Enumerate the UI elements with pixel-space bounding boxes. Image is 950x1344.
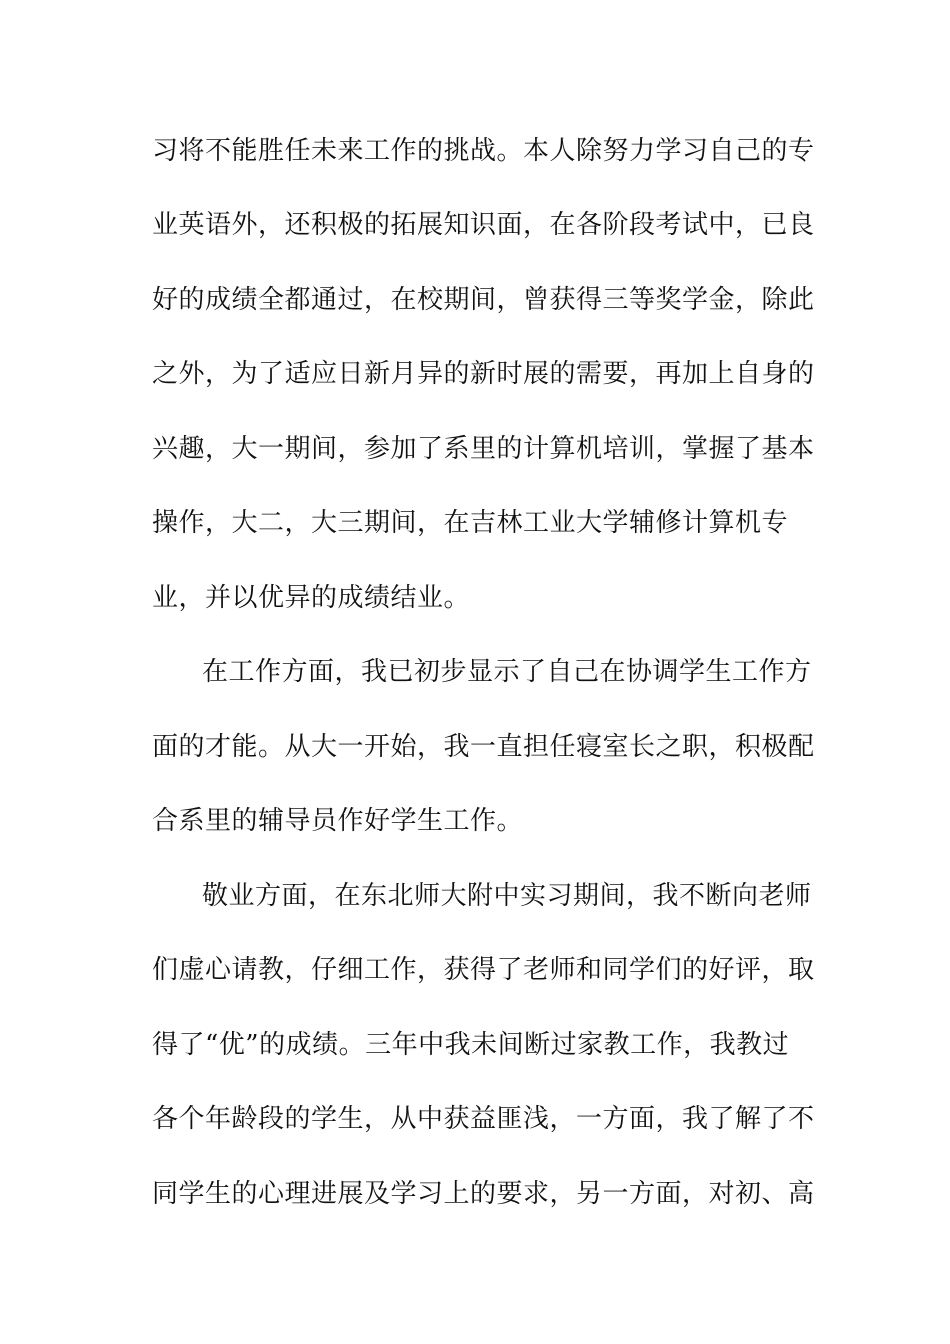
text-line-6: 操作，大二，大三期间，在吉林工业大学辅修计算机专 [152, 508, 789, 538]
paragraph-dedication-line-5: 同学生的心理进展及学习上的要求，另一方面，对初、高 [152, 1179, 815, 1209]
text-line-2: 业英语外，还积极的拓展知识面，在各阶段考试中，已良 [152, 210, 815, 240]
text-line-7: 业，并以优异的成绩结业。 [152, 583, 471, 613]
paragraph-dedication-line-2: 们虚心请教，仔细工作，获得了老师和同学们的好评，取 [152, 955, 815, 985]
paragraph-dedication-line-3: 得了“优”的成绩。三年中我未间断过家教工作，我教过 [152, 1030, 790, 1060]
text-line-4: 之外，为了适应日新月异的新时展的需要，再加上自身的 [152, 359, 815, 389]
paragraph-work-line-1: 在工作方面，我已初步显示了自己在协调学生工作方 [202, 657, 812, 687]
paragraph-work-line-2: 面的才能。从大一开始，我一直担任寝室长之职，积极配 [152, 732, 815, 762]
text-line-5: 兴趣，大一期间，参加了系里的计算机培训，掌握了基本 [152, 434, 815, 464]
paragraph-dedication-line-4: 各个年龄段的学生，从中获益匪浅，一方面，我了解了不 [152, 1104, 815, 1134]
text-line-3: 好的成绩全都通过，在校期间，曾获得三等奖学金，除此 [152, 285, 815, 315]
text-line-1: 习将不能胜任未来工作的挑战。本人除努力学习自己的专 [152, 136, 815, 166]
paragraph-work-line-3: 合系里的辅导员作好学生工作。 [152, 806, 524, 836]
paragraph-dedication-line-1: 敬业方面，在东北师大附中实习期间，我不断向老师 [202, 881, 812, 911]
